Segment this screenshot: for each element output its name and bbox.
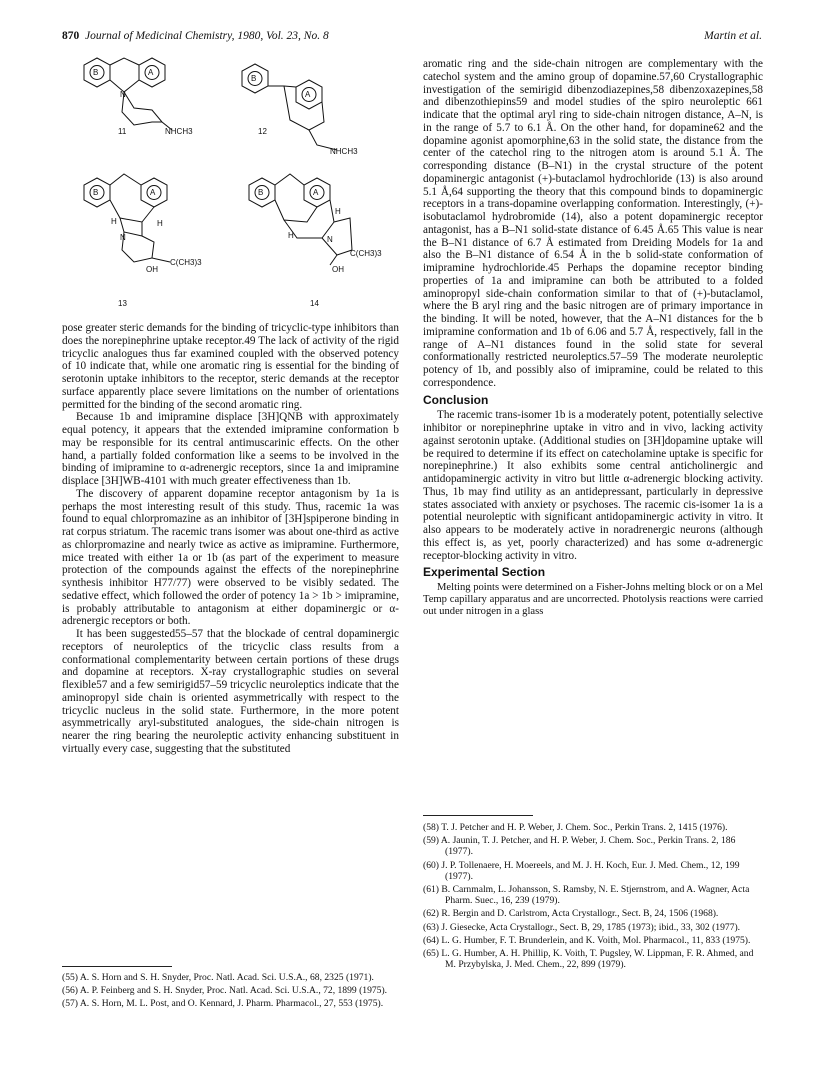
conclusion-heading: Conclusion xyxy=(423,392,489,407)
reference-64: (64) L. G. Humber, F. T. Brunderlein, and K. Voith, Mol. Pharmacol., 11, 833 (1975). xyxy=(423,934,751,946)
compound-number-14: 14 xyxy=(310,299,319,308)
page-header xyxy=(62,30,762,46)
reference-61: (61) B. Carnmalm, L. Johansson, S. Ramsby, N. E. Stjernstrom, and A. Wagner, Acta Pharm. Suec., 16, 239 (1979). xyxy=(423,884,750,907)
reference-55: (55) A. S. Horn and S. H. Snyder, Proc. Natl. Acad. Sci. U.S.A., 68, 2325 (1971). xyxy=(62,972,374,983)
reference-63: (63) J. Giesecke, Acta Crystallogr., Sect. B, 29, 1785 (1973); ibid., 33, 302 (1977). xyxy=(423,921,741,933)
ring-a-label-11: A xyxy=(148,68,154,77)
ring-b-label-14: B xyxy=(258,188,264,197)
ring-b-label-11: B xyxy=(93,68,99,77)
ring-b-label-12: B xyxy=(251,74,257,83)
ring-a-label-13: A xyxy=(150,188,156,197)
oh-label-14: OH xyxy=(332,265,344,274)
right-paragraph-1: aromatic ring and the side-chain nitrogen are complementary with the catechol system and the amino group of dopamine.57,60 Crystallographic investigation of the semirigid dibenzodiazepines,58 dibenzoxazepines,58 and dibenzothiepins59 and model studies of the spiro neuroleptic 661 indicate that the optimal aryl ring to side-chain nitrogen distance, A–N, is in the range of 5.7 to 6.1 Å. On the other hand, for dopamine62 and the dopamine agonist apomorphine,63 in the solid state, the distance from the center of the catechol ring to the nitrogen atom is around 5.1 Å. The corresponding distance (B–N1) in the crystal structure of the potent dopaminergic antagonist (+)-butaclamol hydrochloride (13) is also around 5.1 Å,64 supporting the theory that this compound binds to dopaminergic receptors in a trans-dopamine overlapping conformation. Interestingly, (+)-isobutaclamol hydrobromide (14), also a potent dopaminergic receptor antagonist, has a B–N1 solid-state distance of 6.45 Å.65 This value is near the B–N1 distance of 6.7 Å estimated from Dreiding Models for 1a and also the B–N1 distance of 6.54 Å in the b solid-state conformation of imipramine hydrochloride.45 Perhaps the dopamine receptor binding properties of 1a and imipramine can both be attributed to a folded aminopropyl side-chain conformation similar to that of (+)-butaclamol, where the B aryl ring and the basic nitrogen are of primary importance in the binding. It will be noted, however, that the A–N1 distances for the b imipramine conformation and 1b of 6.06 and 5.7 Å, respectively, fall in the range of A–N1 distances found in the solid state for several conformationally restricted neuroleptics.57–59 The moderate neuroleptic potency of 1b, and possibly also of imipramine, could be related to this correspondence. xyxy=(423,58,763,389)
footnote-rule-left xyxy=(62,966,172,967)
reference-62: (62) R. Bergin and D. Carlstrom, Acta Crystallogr., Sect. B, 24, 1506 (1968). xyxy=(423,908,719,920)
h-label-14a: H xyxy=(335,207,341,216)
ring-a-label-12: A xyxy=(305,90,311,99)
reference-56: (56) A. P. Feinberg and S. H. Snyder, Proc. Natl. Acad. Sci. U.S.A., 72, 1899 (1975). xyxy=(62,985,388,997)
ring-a-label-14: A xyxy=(313,188,319,197)
footnote-rule-right xyxy=(423,815,533,816)
left-paragraph-2: Because 1b and imipramine displace [3H]QNB with approximately equal potency, it appears that the extended imipramine conformation b may be responsible for its central antimuscarinic effects. On the other hand, a partially folded conformation like a seems to be involved in the binding of imipramine to α-adrenergic receptors, since 1a and imipramine displace [3H]WB-4101 with much greater effectiveness than 1b. xyxy=(62,411,399,487)
left-paragraph-4: It has been suggested55–57 that the blockade of central dopaminergic receptors of neuroleptics of the tricyclic class results from a conformational complementarity between certain portions of these drugs and dopamine at receptors. X-ray crystallographic studies on several flexible57 and a few semirigid57–59 tricyclic neuroleptics indicate that the aminopropyl side chain is oriented asymmetrically with respect to the tricyclic nucleus in the solid state. Furthermore, in the more potent asymmetrically aryl-substituted analogues, the side-chain nitrogen is nearer the ring bearing the neuroleptic activity enhancing substituent in virtually every case, suggesting that the substituted xyxy=(62,628,399,755)
conclusion-paragraph: The racemic trans-isomer 1b is a moderately potent, potentially selective inhibitor or norepinephrine uptake in vitro and in vivo, lacking activity against serotonin uptake. (Additional studies on [3H]dopamine uptake will be required to determine if its effect on catecholamine uptake is specific for norepinephrine.) It also exhibits some central anticholinergic and antidopaminergic activity in vitro but little α-adrenergic blocking activity. Thus, 1b may find utility as an antidepressant, particularly in depressive states associated with anxiety or psychoses. The racemic cis-isomer 1a is a potential neuroleptic with significant antidopaminergic activity in vitro. It also appears to be moderately active in noradrenergic neurons (although this effect is, as yet, poorly characterized) and has some α-adrenergic receptor-blocking activity in vitro. xyxy=(423,409,763,562)
nhch3-label-12: NHCH3 xyxy=(330,147,358,156)
compound-number-13: 13 xyxy=(118,299,127,308)
structure-14 xyxy=(249,174,352,265)
compound-number-11: 11 xyxy=(118,127,127,136)
reference-58: (58) T. J. Petcher and H. P. Weber, J. Chem. Soc., Perkin Trans. 2, 1415 (1976). xyxy=(423,822,728,833)
chemical-structures xyxy=(62,50,399,320)
reference-57: (57) A. S. Horn, M. L. Post, and O. Kennard, J. Pharm. Pharmacol., 27, 553 (1975). xyxy=(62,998,384,1010)
references-left xyxy=(62,972,399,1012)
left-column xyxy=(62,322,399,756)
page-number: 870 xyxy=(62,30,80,42)
h-label-13a: H xyxy=(111,217,117,226)
experimental-paragraph: Melting points were determined on a Fisher-Johns melting block or on a Mel Temp capillary apparatus and are uncorrected. Photolysis reactions were carried out under nitrogen in a glass xyxy=(423,582,763,618)
n-label-11: N xyxy=(120,90,126,99)
nhch3-label-11: NHCH3 xyxy=(165,127,193,136)
compound-number-12: 12 xyxy=(258,127,267,136)
tbu-label-13: C(CH3)3 xyxy=(170,258,202,267)
right-column xyxy=(423,58,763,619)
h-label-13b: H xyxy=(157,219,163,228)
references-right xyxy=(423,822,763,972)
experimental-heading: Experimental Section xyxy=(423,565,546,580)
running-authors: Martin et al. xyxy=(704,30,762,42)
n-label-13: N xyxy=(120,233,126,242)
n-label-14: N xyxy=(327,235,333,244)
reference-59: (59) A. Jaunin, T. J. Petcher, and H. P. Weber, J. Chem. Soc., Perkin Trans. 2, 186 (1977). xyxy=(423,835,736,858)
ring-b-label-13: B xyxy=(93,188,99,197)
tbu-label-14: C(CH3)3 xyxy=(350,249,382,258)
journal-title: Journal of Medicinal Chemistry, 1980, Vol. 23, No. 8 xyxy=(85,30,329,42)
left-paragraph-1: pose greater steric demands for the binding of tricyclic-type inhibitors than does the norepinephrine uptake receptor.49 The lack of activity of the rigid tricyclic analogues thus far examined coupled with the observed potency of 10 indicate that, while one aromatic ring is essential for the binding of serotonin uptake inhibitors to the receptor, steric demands at the receptor surface apparently place severe limitations on the number of orientations permitted for the binding of the second aromatic ring. xyxy=(62,322,399,411)
left-paragraph-3: The discovery of apparent dopamine receptor antagonism by 1a is perhaps the most interesting result of this study. Thus, racemic 1a was found to equal chlorpromazine as an inhibitor of [3H]spiperone binding in rat corpus striatum. The racemic trans isomer was about one-third as active as chlorpromazine and nearly twice as active as imipramine. Furthermore, mice treated with either 1a or 1b (as part of the experiment to measure protection of the compounds against the effects of the norepinephrine synthesis inhibitor H77/77) were observed to be visibly sedated. The sedative effect, which followed the order of potency 1a > 1b > imipramine, is probably attributable to antagonism at either dopaminergic or α-adrenergic receptors or both. xyxy=(62,487,399,628)
reference-65: (65) L. G. Humber, A. H. Phillip, K. Voith, T. Pugsley, W. Lippman, F. R. Ahmed, and M. Przybylska, J. Med. Chem., 22, 899 (1979). xyxy=(423,948,754,971)
oh-label-13: OH xyxy=(146,265,158,274)
structures-figure xyxy=(62,50,399,320)
h-label-14b: H xyxy=(288,231,294,240)
reference-60: (60) J. P. Tollenaere, H. Moereels, and M. J. H. Koch, Eur. J. Med. Chem., 12, 199 (1977). xyxy=(423,859,740,882)
